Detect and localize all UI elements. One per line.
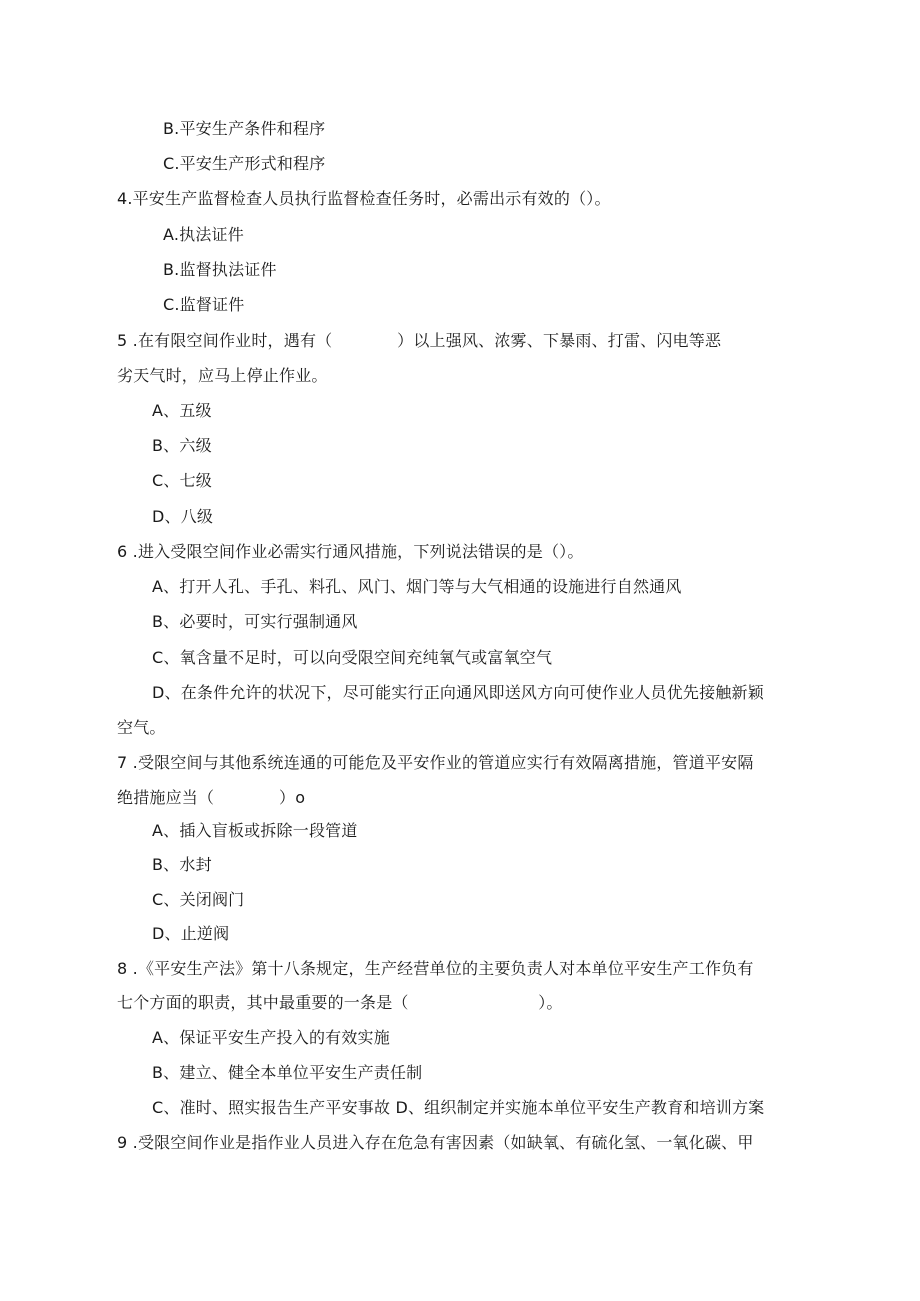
- q6-option-a: A、打开人孔、手孔、料孔、风门、烟门等与大气相通的设施进行自然通风: [152, 577, 682, 596]
- q6-option-d: D、在条件允许的状况下，尽可能实行正向通风即送风方向可使作业人员优先接触新颖: [152, 683, 764, 702]
- q7-option-a: A、插入盲板或拆除一段管道: [152, 821, 358, 840]
- q6-option-d-continued: 空气。: [117, 718, 166, 737]
- q5-option-a: A、五级: [152, 401, 212, 420]
- q8-stem-line1: 8 .《平安生产法》第十八条规定，生产经营单位的主要负责人对本单位平安生产工作负有: [117, 959, 754, 978]
- q6-option-c: C、氧含量不足时，可以向受限空间充纯氧气或富氧空气: [152, 648, 553, 667]
- q5-option-b: B、六级: [152, 436, 212, 455]
- q4-option-b: B.监督执法证件: [163, 260, 277, 279]
- q7-stem-line1: 7 .受限空间与其他系统连通的可能危及平安作业的管道应实行有效隔离措施，管道平安隔: [117, 753, 754, 772]
- q5-stem-line2: 劣天气时，应马上停止作业。: [117, 366, 328, 385]
- q4-option-a: A.执法证件: [163, 225, 244, 244]
- q5-stem-line1: 5 .在有限空间作业时，遇有（ ）以上强风、浓雾、下暴雨、打雷、闪电等恶: [117, 331, 722, 350]
- q9-stem-line1: 9 .受限空间作业是指作业人员进入存在危急有害因素（如缺氧、有硫化氢、一氧化碳、甲: [117, 1133, 754, 1152]
- q8-stem-line2: 七个方面的职责，其中最重要的一条是（ ）。: [117, 993, 563, 1012]
- q4-option-c: C.监督证件: [163, 295, 245, 314]
- q7-option-b: B、水封: [152, 855, 212, 874]
- q7-option-c: C、关闭阀门: [152, 890, 245, 909]
- q7-stem-line2: 绝措施应当（ ）o: [117, 788, 306, 807]
- q5-option-c: C、七级: [152, 471, 212, 490]
- q6-option-b: B、必要时，可实行强制通风: [152, 612, 358, 631]
- q8-option-a: A、保证平安生产投入的有效实施: [152, 1028, 390, 1047]
- q3-option-c: C.平安生产形式和程序: [163, 154, 326, 173]
- q8-option-c-d: C、准时、照实报告生产平安事故 D、组织制定并实施本单位平安生产教育和培训方案: [152, 1098, 765, 1117]
- q5-option-d: D、八级: [152, 507, 214, 526]
- q3-option-b: B.平安生产条件和程序: [163, 119, 326, 138]
- q4-stem: 4.平安生产监督检查人员执行监督检查任务时，必需出示有效的（）。: [117, 189, 611, 208]
- q7-option-d: D、止逆阀: [152, 924, 230, 943]
- q8-option-b: B、建立、健全本单位平安生产责任制: [152, 1063, 423, 1082]
- q6-stem: 6 .进入受限空间作业必需实行通风措施，下列说法错误的是（）。: [117, 542, 584, 561]
